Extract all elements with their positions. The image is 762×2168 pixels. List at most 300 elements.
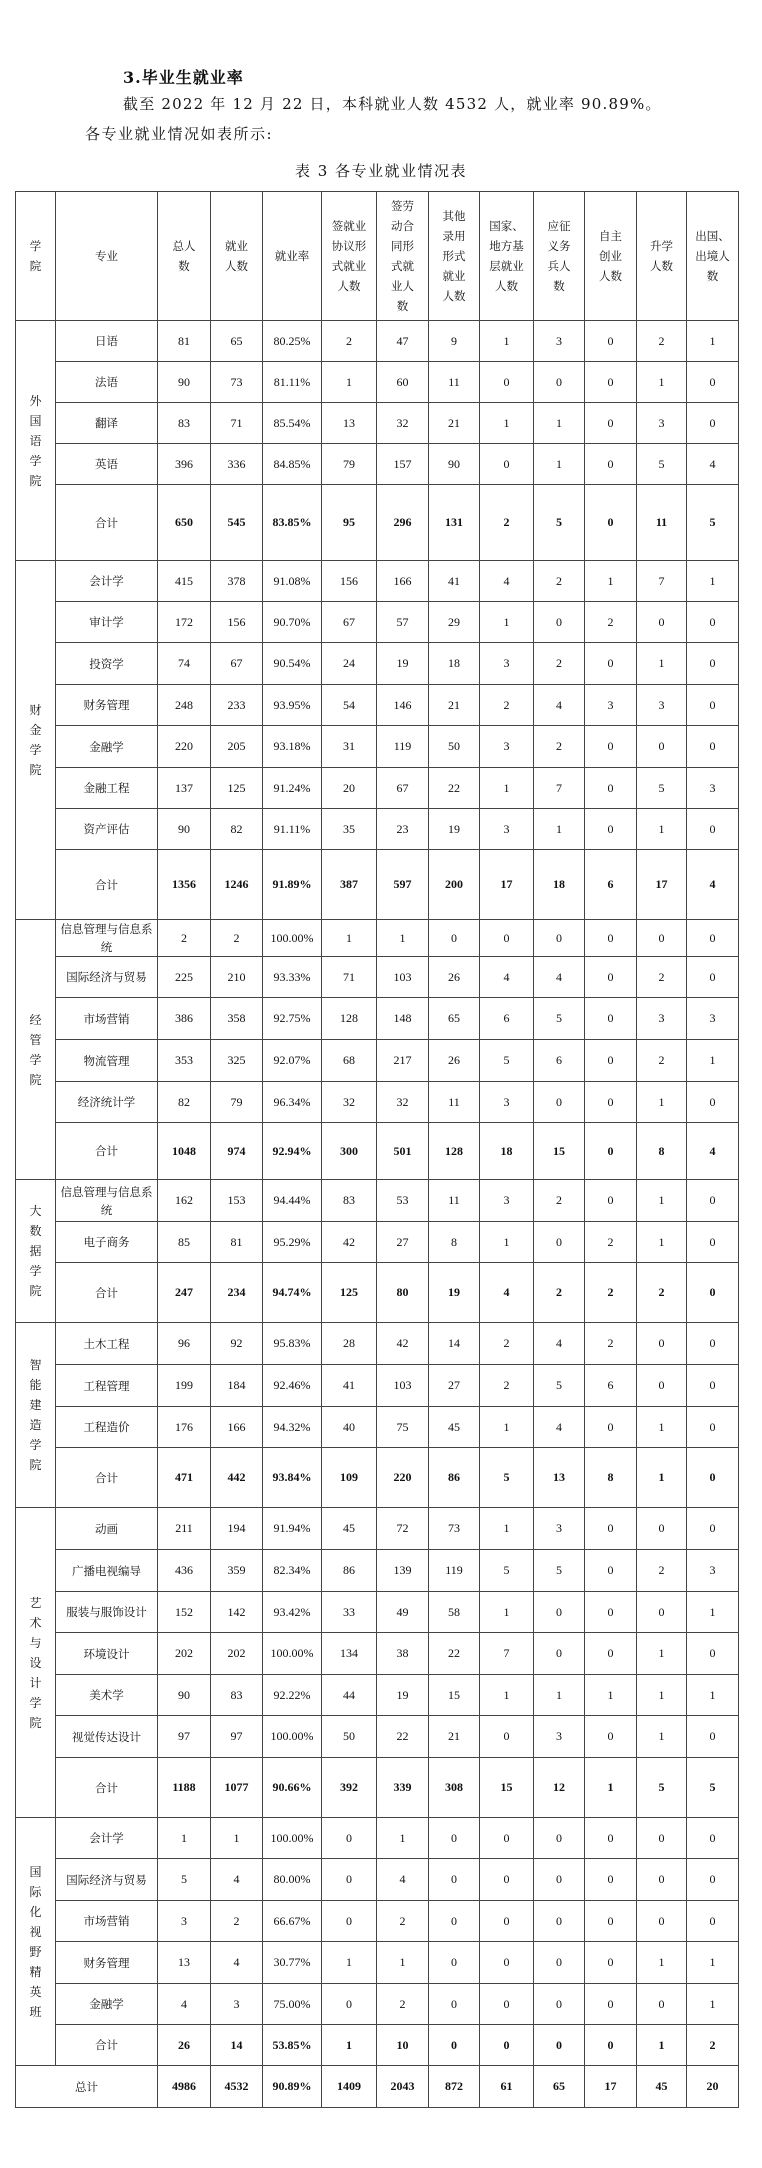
value-cell: 0 [534, 920, 585, 957]
value-cell: 142 [211, 1592, 263, 1633]
value-cell: 0 [687, 1180, 739, 1222]
subtotal-value: 131 [429, 485, 480, 561]
subtotal-value: 12 [534, 1758, 585, 1818]
value-cell: 0 [637, 920, 687, 957]
header-employed: 就业人数 [211, 192, 263, 321]
value-cell: 156 [322, 561, 377, 602]
value-cell: 79 [322, 444, 377, 485]
value-cell: 3 [637, 403, 687, 444]
subtotal-value: 90.66% [263, 1758, 322, 1818]
value-cell: 3 [211, 1984, 263, 2025]
table-row [16, 1859, 739, 1901]
table-row [16, 1222, 739, 1263]
grand-total-value: 872 [429, 2066, 480, 2108]
value-cell: 2 [637, 321, 687, 362]
value-cell: 0 [585, 1180, 637, 1222]
value-cell: 100.00% [263, 1633, 322, 1675]
header-self-employed: 自主创业人数 [585, 192, 637, 321]
value-cell: 23 [377, 809, 429, 850]
subtotal-value: 234 [211, 1263, 263, 1323]
value-cell: 82 [211, 809, 263, 850]
value-cell: 2 [211, 920, 263, 957]
value-cell: 4 [211, 1859, 263, 1901]
value-cell: 0 [687, 1222, 739, 1263]
value-cell: 1 [637, 1082, 687, 1123]
value-cell: 90 [158, 1675, 211, 1716]
table-row [16, 998, 739, 1040]
major-cell: 工程管理 [56, 1365, 158, 1407]
value-cell: 0 [429, 1942, 480, 1984]
subtotal-value: 308 [429, 1758, 480, 1818]
value-cell: 45 [322, 1508, 377, 1550]
subtotal-value: 5 [637, 1758, 687, 1818]
value-cell: 1 [534, 1675, 585, 1716]
major-cell: 法语 [56, 362, 158, 403]
value-cell: 210 [211, 957, 263, 998]
value-cell: 0 [585, 1716, 637, 1758]
value-cell: 79 [211, 1082, 263, 1123]
value-cell: 1 [637, 1942, 687, 1984]
value-cell: 0 [637, 1365, 687, 1407]
subtotal-value: 4 [687, 1123, 739, 1180]
value-cell: 0 [585, 362, 637, 403]
value-cell: 2 [637, 1550, 687, 1592]
value-cell: 125 [211, 768, 263, 809]
value-cell: 28 [322, 1323, 377, 1365]
major-cell: 物流管理 [56, 1040, 158, 1082]
value-cell: 233 [211, 685, 263, 726]
subtotal-value: 17 [480, 850, 534, 920]
subtotal-value: 125 [322, 1263, 377, 1323]
value-cell: 1 [637, 362, 687, 403]
value-cell: 3 [158, 1901, 211, 1942]
subtotal-value: 442 [211, 1448, 263, 1508]
subtotal-value: 0 [429, 2025, 480, 2066]
subtotal-value: 2 [534, 1263, 585, 1323]
value-cell: 1 [211, 1818, 263, 1859]
value-cell: 166 [377, 561, 429, 602]
value-cell: 194 [211, 1508, 263, 1550]
subtotal-value: 1 [585, 1758, 637, 1818]
value-cell: 45 [429, 1407, 480, 1448]
value-cell: 7 [480, 1633, 534, 1675]
subtotal-value: 1 [637, 2025, 687, 2066]
value-cell: 92.46% [263, 1365, 322, 1407]
value-cell: 248 [158, 685, 211, 726]
value-cell: 0 [585, 1508, 637, 1550]
major-cell: 英语 [56, 444, 158, 485]
value-cell: 211 [158, 1508, 211, 1550]
value-cell: 4 [377, 1859, 429, 1901]
college-cell: 财金学院 [16, 561, 56, 920]
table-row [16, 726, 739, 768]
major-cell: 市场营销 [56, 998, 158, 1040]
major-cell: 投资学 [56, 643, 158, 685]
subtotal-value: 86 [429, 1448, 480, 1508]
value-cell: 1 [377, 920, 429, 957]
value-cell: 0 [585, 1592, 637, 1633]
value-cell: 0 [687, 1859, 739, 1901]
value-cell: 1 [480, 1407, 534, 1448]
value-cell: 0 [534, 1818, 585, 1859]
value-cell: 83 [211, 1675, 263, 1716]
value-cell: 0 [534, 1633, 585, 1675]
value-cell: 86 [322, 1550, 377, 1592]
value-cell: 3 [687, 768, 739, 809]
value-cell: 83 [322, 1180, 377, 1222]
major-cell: 动画 [56, 1508, 158, 1550]
value-cell: 0 [687, 1818, 739, 1859]
major-cell: 信息管理与信息系统 [56, 1180, 158, 1222]
value-cell: 0 [322, 1818, 377, 1859]
table-row [16, 1716, 739, 1758]
value-cell: 0 [534, 1592, 585, 1633]
table-row [16, 768, 739, 809]
value-cell: 0 [637, 1818, 687, 1859]
value-cell: 3 [534, 1716, 585, 1758]
value-cell: 146 [377, 685, 429, 726]
value-cell: 6 [480, 998, 534, 1040]
value-cell: 5 [158, 1859, 211, 1901]
value-cell: 0 [585, 1407, 637, 1448]
subtotal-value: 0 [687, 1263, 739, 1323]
subtotal-value: 4 [687, 850, 739, 920]
value-cell: 5 [534, 1550, 585, 1592]
subtotal-value: 13 [534, 1448, 585, 1508]
subtotal-value: 650 [158, 485, 211, 561]
subtotal-value: 18 [480, 1123, 534, 1180]
college-cell: 经管学院 [16, 920, 56, 1180]
value-cell: 21 [429, 1716, 480, 1758]
value-cell: 72 [377, 1508, 429, 1550]
major-cell: 美术学 [56, 1675, 158, 1716]
grand-total-value: 90.89% [263, 2066, 322, 2108]
subtotal-label: 合计 [56, 1758, 158, 1818]
value-cell: 0 [585, 444, 637, 485]
value-cell: 2 [585, 602, 637, 643]
value-cell: 53 [377, 1180, 429, 1222]
value-cell: 8 [429, 1222, 480, 1263]
value-cell: 81.11% [263, 362, 322, 403]
value-cell: 0 [534, 1942, 585, 1984]
value-cell: 42 [377, 1323, 429, 1365]
major-cell: 电子商务 [56, 1222, 158, 1263]
value-cell: 92.75% [263, 998, 322, 1040]
value-cell: 1 [687, 1675, 739, 1716]
value-cell: 1 [480, 602, 534, 643]
value-cell: 0 [585, 809, 637, 850]
value-cell: 66.67% [263, 1901, 322, 1942]
value-cell: 0 [637, 1859, 687, 1901]
header-rate: 就业率 [263, 192, 322, 321]
subtotal-row [16, 2025, 739, 2066]
value-cell: 1 [637, 1675, 687, 1716]
grand-total-value: 17 [585, 2066, 637, 2108]
value-cell: 0 [687, 1365, 739, 1407]
subtotal-label: 合计 [56, 1263, 158, 1323]
value-cell: 11 [429, 1180, 480, 1222]
table-row [16, 1550, 739, 1592]
value-cell: 85.54% [263, 403, 322, 444]
subtotal-value: 0 [480, 2025, 534, 2066]
value-cell: 220 [158, 726, 211, 768]
table-row [16, 1180, 739, 1222]
value-cell: 38 [377, 1633, 429, 1675]
value-cell: 103 [377, 1365, 429, 1407]
value-cell: 32 [377, 403, 429, 444]
value-cell: 156 [211, 602, 263, 643]
value-cell: 0 [534, 1222, 585, 1263]
header-grassroots: 国家、地方基层就业人数 [480, 192, 534, 321]
value-cell: 14 [429, 1323, 480, 1365]
major-cell: 金融学 [56, 1984, 158, 2025]
subtotal-value: 5 [480, 1448, 534, 1508]
value-cell: 0 [534, 1082, 585, 1123]
section-heading: 3.毕业生就业率 [123, 68, 244, 87]
value-cell: 67 [377, 768, 429, 809]
subtotal-value: 296 [377, 485, 429, 561]
value-cell: 90 [429, 444, 480, 485]
value-cell: 4 [534, 685, 585, 726]
major-cell: 国际经济与贸易 [56, 1859, 158, 1901]
value-cell: 91.94% [263, 1508, 322, 1550]
grand-total-value: 45 [637, 2066, 687, 2108]
value-cell: 91.24% [263, 768, 322, 809]
value-cell: 21 [429, 685, 480, 726]
value-cell: 19 [377, 643, 429, 685]
value-cell: 1 [585, 1675, 637, 1716]
value-cell: 2 [377, 1984, 429, 2025]
value-cell: 3 [687, 1550, 739, 1592]
value-cell: 44 [322, 1675, 377, 1716]
major-cell: 资产评估 [56, 809, 158, 850]
table-row [16, 1323, 739, 1365]
table-row [16, 1984, 739, 2025]
table-row [16, 643, 739, 685]
subtotal-value: 471 [158, 1448, 211, 1508]
value-cell: 0 [687, 1323, 739, 1365]
value-cell: 19 [429, 809, 480, 850]
value-cell: 54 [322, 685, 377, 726]
value-cell: 0 [637, 1508, 687, 1550]
value-cell: 378 [211, 561, 263, 602]
value-cell: 19 [377, 1675, 429, 1716]
value-cell: 0 [637, 1984, 687, 2025]
table-row [16, 444, 739, 485]
table-row [16, 1592, 739, 1633]
value-cell: 80.25% [263, 321, 322, 362]
value-cell: 202 [211, 1633, 263, 1675]
value-cell: 7 [637, 561, 687, 602]
major-cell: 视觉传达设计 [56, 1716, 158, 1758]
value-cell: 1 [480, 768, 534, 809]
value-cell: 97 [158, 1716, 211, 1758]
value-cell: 90.70% [263, 602, 322, 643]
value-cell: 3 [480, 809, 534, 850]
subtotal-value: 10 [377, 2025, 429, 2066]
grand-total-label: 总计 [16, 2066, 158, 2108]
value-cell: 0 [534, 602, 585, 643]
value-cell: 359 [211, 1550, 263, 1592]
value-cell: 3 [480, 726, 534, 768]
table-row [16, 1675, 739, 1716]
value-cell: 0 [585, 1942, 637, 1984]
value-cell: 75 [377, 1407, 429, 1448]
subtotal-value: 93.84% [263, 1448, 322, 1508]
value-cell: 4 [480, 561, 534, 602]
value-cell: 2 [480, 685, 534, 726]
subtotal-row [16, 850, 739, 920]
value-cell: 40 [322, 1407, 377, 1448]
value-cell: 0 [480, 1818, 534, 1859]
value-cell: 0 [687, 1633, 739, 1675]
subtotal-row [16, 485, 739, 561]
value-cell: 1 [687, 321, 739, 362]
value-cell: 0 [687, 957, 739, 998]
value-cell: 1 [480, 403, 534, 444]
value-cell: 22 [429, 1633, 480, 1675]
value-cell: 153 [211, 1180, 263, 1222]
value-cell: 0 [480, 920, 534, 957]
header-military: 应征义务兵人数 [534, 192, 585, 321]
value-cell: 3 [637, 998, 687, 1040]
value-cell: 2 [534, 1180, 585, 1222]
value-cell: 90 [158, 809, 211, 850]
subtotal-value: 92.94% [263, 1123, 322, 1180]
value-cell: 1 [322, 920, 377, 957]
value-cell: 31 [322, 726, 377, 768]
value-cell: 0 [585, 1901, 637, 1942]
value-cell: 162 [158, 1180, 211, 1222]
value-cell: 1 [534, 809, 585, 850]
value-cell: 27 [429, 1365, 480, 1407]
subtotal-value: 53.85% [263, 2025, 322, 2066]
subtotal-value: 11 [637, 485, 687, 561]
value-cell: 96.34% [263, 1082, 322, 1123]
table-row [16, 1942, 739, 1984]
value-cell: 67 [211, 643, 263, 685]
value-cell: 1 [322, 1942, 377, 1984]
subtotal-value: 200 [429, 850, 480, 920]
subtotal-label: 合计 [56, 1448, 158, 1508]
subtotal-value: 0 [585, 2025, 637, 2066]
subtotal-value: 0 [585, 1123, 637, 1180]
value-cell: 94.32% [263, 1407, 322, 1448]
grand-total-value: 4532 [211, 2066, 263, 2108]
value-cell: 0 [480, 1984, 534, 2025]
table-row [16, 920, 739, 957]
value-cell: 26 [429, 1040, 480, 1082]
value-cell: 0 [687, 920, 739, 957]
value-cell: 1 [637, 1222, 687, 1263]
subtotal-value: 220 [377, 1448, 429, 1508]
value-cell: 93.95% [263, 685, 322, 726]
value-cell: 3 [480, 1082, 534, 1123]
subtotal-value: 2 [637, 1263, 687, 1323]
value-cell: 6 [585, 1365, 637, 1407]
value-cell: 3 [637, 685, 687, 726]
value-cell: 58 [429, 1592, 480, 1633]
value-cell: 1 [637, 1180, 687, 1222]
value-cell: 0 [637, 1592, 687, 1633]
value-cell: 2 [158, 920, 211, 957]
table-header-row [16, 192, 739, 321]
value-cell: 1 [480, 1675, 534, 1716]
value-cell: 172 [158, 602, 211, 643]
value-cell: 4 [534, 1323, 585, 1365]
value-cell: 1 [534, 444, 585, 485]
major-cell: 金融学 [56, 726, 158, 768]
value-cell: 2 [534, 643, 585, 685]
value-cell: 0 [687, 726, 739, 768]
value-cell: 13 [158, 1942, 211, 1984]
value-cell: 0 [534, 362, 585, 403]
value-cell: 1 [480, 1592, 534, 1633]
value-cell: 1 [480, 1222, 534, 1263]
subtotal-value: 95 [322, 485, 377, 561]
value-cell: 0 [585, 920, 637, 957]
subtotal-value: 19 [429, 1263, 480, 1323]
subtotal-value: 501 [377, 1123, 429, 1180]
value-cell: 93.42% [263, 1592, 322, 1633]
value-cell: 128 [322, 998, 377, 1040]
table-row [16, 1633, 739, 1675]
table-body [16, 321, 739, 2108]
value-cell: 74 [158, 643, 211, 685]
subtotal-value: 15 [480, 1758, 534, 1818]
major-cell: 服装与服饰设计 [56, 1592, 158, 1633]
value-cell: 22 [429, 768, 480, 809]
table-row [16, 321, 739, 362]
value-cell: 0 [429, 1984, 480, 2025]
value-cell: 134 [322, 1633, 377, 1675]
value-cell: 50 [322, 1716, 377, 1758]
value-cell: 396 [158, 444, 211, 485]
subtotal-value: 91.89% [263, 850, 322, 920]
major-cell: 广播电视编导 [56, 1550, 158, 1592]
subtotal-value: 1246 [211, 850, 263, 920]
value-cell: 0 [687, 809, 739, 850]
value-cell: 152 [158, 1592, 211, 1633]
subtotal-value: 2 [585, 1263, 637, 1323]
value-cell: 137 [158, 768, 211, 809]
header-agreement: 签就业协议形式就业人数 [322, 192, 377, 321]
grand-total-value: 1409 [322, 2066, 377, 2108]
grand-total-value: 4986 [158, 2066, 211, 2108]
value-cell: 1 [687, 1040, 739, 1082]
subtotal-row [16, 1263, 739, 1323]
value-cell: 11 [429, 1082, 480, 1123]
value-cell: 9 [429, 321, 480, 362]
subtotal-value: 5 [687, 485, 739, 561]
value-cell: 73 [211, 362, 263, 403]
value-cell: 1 [687, 1984, 739, 2025]
major-cell: 环境设计 [56, 1633, 158, 1675]
value-cell: 96 [158, 1323, 211, 1365]
value-cell: 0 [585, 1082, 637, 1123]
value-cell: 73 [429, 1508, 480, 1550]
subtotal-value: 128 [429, 1123, 480, 1180]
value-cell: 6 [534, 1040, 585, 1082]
value-cell: 2 [534, 726, 585, 768]
value-cell: 0 [429, 1901, 480, 1942]
value-cell: 93.18% [263, 726, 322, 768]
value-cell: 184 [211, 1365, 263, 1407]
major-cell: 市场营销 [56, 1901, 158, 1942]
major-cell: 工程造价 [56, 1407, 158, 1448]
value-cell: 1 [637, 809, 687, 850]
value-cell: 75.00% [263, 1984, 322, 2025]
